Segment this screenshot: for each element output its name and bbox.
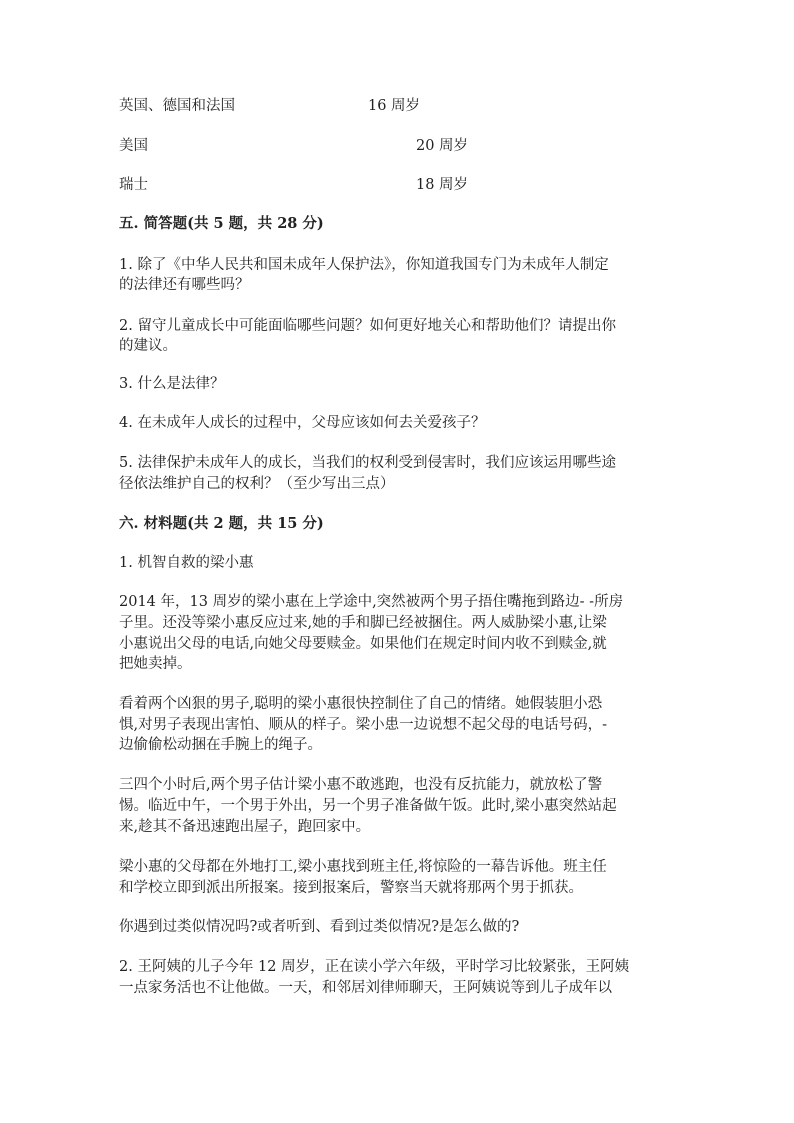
material-1-paragraph-2: 边偷偷松动捆在手腕上的绳子。 bbox=[119, 737, 322, 753]
table-row-country: 美国 bbox=[119, 138, 148, 154]
question-2-line-1: 2. 留守儿童成长中可能面临哪些问题？如何更好地关心和帮助他们？请提出你 bbox=[119, 318, 616, 334]
material-1-question: 你遇到过类似情况吗?或者听到、看到过类似情况?是怎么做的? bbox=[119, 919, 520, 935]
material-1-paragraph-3: 惕。临近中午，一个男于外出，另一个男子准备做午饭。此时,梁小惠突然站起 bbox=[119, 798, 617, 814]
table-row-country: 瑞士 bbox=[119, 177, 148, 193]
material-1-paragraph-4: 梁小惠的父母都在外地打工,梁小惠找到班主任,将惊险的一幕告诉他。班主任 bbox=[119, 859, 607, 875]
material-1-paragraph-1: 子里。还没等梁小惠反应过来,她的手和脚已经被捆住。两人威胁梁小惠,让梁 bbox=[119, 615, 607, 631]
material-1-paragraph-2: 看着两个凶狠的男子,聪明的梁小惠很快控制住了自己的情绪。她假装胆小恐 bbox=[119, 696, 603, 712]
question-1-line-2: 的法律还有哪些吗？ bbox=[119, 277, 250, 293]
material-1-paragraph-1: 把她卖掉。 bbox=[119, 656, 192, 672]
question-5-line-1: 5. 法律保护未成年人的成长，当我们的权利受到侵害时，我们应该运用哪些途 bbox=[119, 455, 616, 471]
question-2-line-2: 的建议。 bbox=[119, 338, 177, 354]
section-heading-material: 六. 材料题(共 2 题，共 15 分) bbox=[119, 515, 324, 532]
material-1-paragraph-1: 2014 年，13 周岁的梁小惠在上学途中,突然被两个男子捂住嘴拖到路边- -所房 bbox=[119, 594, 624, 610]
material-1-paragraph-2: 惧,对男子表现出害怕、顺从的样子。梁小患一边说想不起父母的电话号码，- bbox=[119, 717, 608, 733]
material-2-line-2: 一点家务活也不让他做。一天，和邻居刘律师聊天，王阿姨说等到儿子成年以 bbox=[119, 980, 612, 996]
table-row-age: 20 周岁 bbox=[416, 138, 469, 154]
material-1-paragraph-3: 三四个小时后,两个男子估计梁小惠不敢逃跑，也没有反抗能力，就放松了警 bbox=[119, 777, 603, 793]
material-1-paragraph-4: 和学校立即到派出所报案。接到报案后，警察当天就将那两个男于抓获。 bbox=[119, 880, 583, 896]
material-2-line-1: 2. 王阿姨的儿子今年 12 周岁，正在读小学六年级，平时学习比较紧张，王阿姨 bbox=[119, 959, 630, 975]
material-1-title: 1. 机智自救的梁小惠 bbox=[119, 555, 254, 571]
material-1-paragraph-1: 小惠说出父母的电话,向她父母要赎金。如果他们在规定时间内收不到赎金,就 bbox=[119, 636, 607, 652]
question-5-line-2: 径依法维护自己的权利？（至少写出三点） bbox=[119, 476, 395, 492]
question-1-line-1: 1. 除了《中华人民共和国未成年人保护法》，你知道我国专门为未成年人制定 bbox=[119, 257, 609, 273]
section-heading-short-answer: 五. 简答题(共 5 题，共 28 分) bbox=[119, 215, 324, 232]
table-row-age: 18 周岁 bbox=[416, 177, 469, 193]
question-3: 3. 什么是法律？ bbox=[119, 376, 225, 392]
table-row-age: 16 周岁 bbox=[368, 98, 421, 114]
question-4: 4. 在未成年人成长的过程中，父母应该如何去关爱孩子？ bbox=[119, 415, 486, 431]
material-1-paragraph-3: 来,趁其不备迅速跑出屋子，跑回家中。 bbox=[119, 819, 371, 835]
table-row-country: 英国、德国和法国 bbox=[119, 98, 235, 114]
